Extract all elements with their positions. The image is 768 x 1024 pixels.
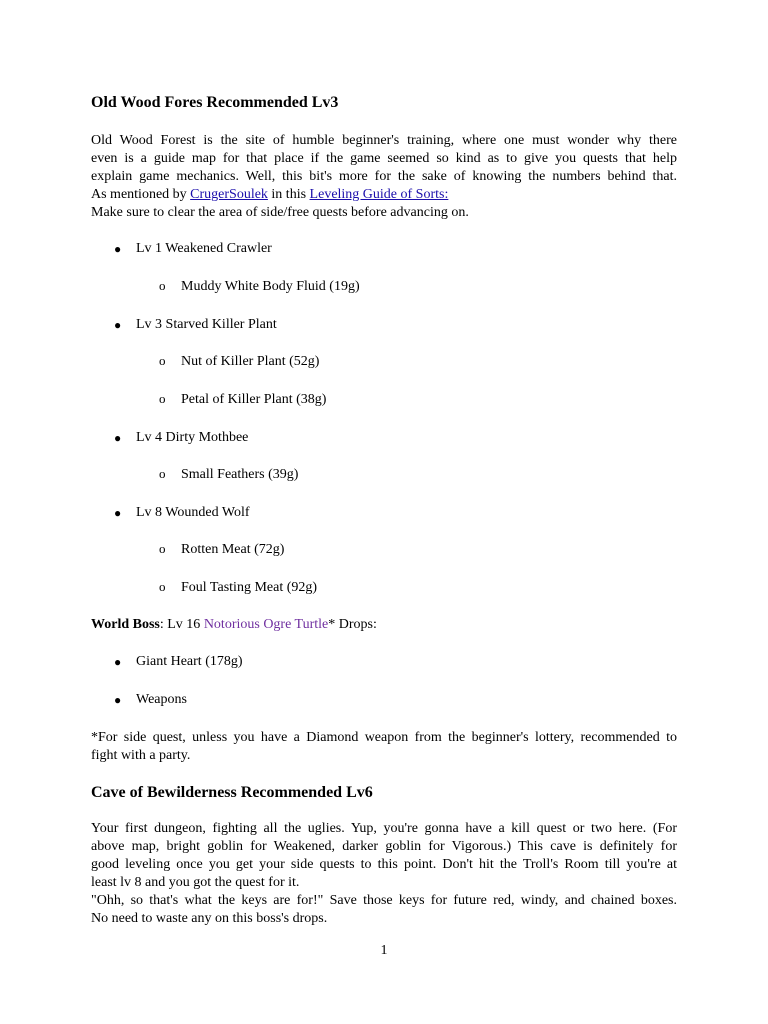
circle-bullet-icon: o xyxy=(159,391,166,406)
bullet-icon: ● xyxy=(114,431,122,445)
monster-name: Lv 4 Dirty Mothbee xyxy=(136,430,249,445)
keys-line: "Ohh, so that's what the keys are for!" Save those keys for future red, windy, and chained boxes. xyxy=(91,893,677,908)
boss-drop-item: Weapons xyxy=(136,692,187,707)
list-item xyxy=(114,429,249,447)
intro-line: Old Wood Forest is the site of humble beginner's training, where one must wonder why there xyxy=(91,133,677,148)
circle-bullet-icon: o xyxy=(159,466,166,481)
drop-item: Small Feathers (39g) xyxy=(181,467,299,482)
list-item xyxy=(114,240,272,258)
list-item xyxy=(114,653,243,671)
mention-prefix: As mentioned by xyxy=(91,187,191,202)
cave-line: above map, bright goblin for Weakened, darker goblin for Vigorous.) This cave is definitely for xyxy=(91,839,677,854)
bullet-icon: ● xyxy=(114,242,122,256)
keys-line: No need to waste any on this boss's drops. xyxy=(91,911,328,926)
world-boss-label: World Boss xyxy=(91,617,160,632)
cave-line: good leveling once you get your side quests to this point. Don't hit the Troll's Room till you're at xyxy=(91,857,677,872)
boss-name: Notorious Ogre Turtle xyxy=(203,617,329,632)
clear-area-line: Make sure to clear the area of side/free quests before advancing on. xyxy=(91,205,469,220)
boss-drops-label: * Drops: xyxy=(328,617,377,632)
list-item xyxy=(159,579,318,597)
bullet-icon: ● xyxy=(114,655,122,669)
circle-bullet-icon: o xyxy=(159,541,166,556)
circle-bullet-icon: o xyxy=(159,278,166,293)
monster-name: Lv 3 Starved Killer Plant xyxy=(136,317,277,332)
drop-item: Nut of Killer Plant (52g) xyxy=(181,354,320,369)
leveling-guide-link[interactable]: Leveling Guide of Sorts: xyxy=(309,187,449,202)
note-line: *For side quest, unless you have a Diamond weapon from the beginner's lottery, recommended to xyxy=(91,730,677,745)
section-heading-old-wood: Old Wood Fores Recommended Lv3 xyxy=(91,94,339,111)
world-boss-line xyxy=(91,616,677,634)
drop-item: Rotten Meat (72g) xyxy=(181,542,285,557)
bullet-icon: ● xyxy=(114,693,122,707)
cave-line: Your first dungeon, fighting all the uglies. Yup, you're gonna have a kill quest or two here. (For xyxy=(91,821,677,836)
mention-line xyxy=(91,186,677,204)
circle-bullet-icon: o xyxy=(159,353,166,368)
list-item xyxy=(159,466,299,484)
circle-bullet-icon: o xyxy=(159,579,166,594)
drop-item: Muddy White Body Fluid (19g) xyxy=(181,279,360,294)
bullet-icon: ● xyxy=(114,506,122,520)
mention-middle: in this xyxy=(267,187,310,202)
monster-name: Lv 1 Weakened Crawler xyxy=(136,241,272,256)
drop-item: Foul Tasting Meat (92g) xyxy=(181,580,318,595)
list-item xyxy=(159,391,327,409)
intro-line: explain game mechanics. Well, this bit's more for the sake of knowing the numbers behind that. xyxy=(91,169,677,184)
list-item xyxy=(159,541,285,559)
intro-paragraph xyxy=(91,132,677,222)
boss-drop-item: Giant Heart (178g) xyxy=(136,654,243,669)
list-item xyxy=(114,316,277,334)
list-item xyxy=(159,278,360,296)
cave-line: least lv 8 and you got the quest for it. xyxy=(91,875,300,890)
section-heading-cave: Cave of Bewilderness Recommended Lv6 xyxy=(91,784,373,801)
cave-paragraph xyxy=(91,820,677,928)
list-item xyxy=(114,691,187,709)
list-item xyxy=(114,504,250,522)
monster-name: Lv 8 Wounded Wolf xyxy=(136,505,250,520)
list-item xyxy=(159,353,320,371)
note-line: fight with a party. xyxy=(91,748,191,763)
side-quest-note xyxy=(91,729,677,765)
page-number: 1 xyxy=(380,943,388,958)
intro-line: even is a guide map for that place if the game seemed so kind as to give you quests that help xyxy=(91,151,677,166)
boss-level: : Lv 16 xyxy=(159,617,204,632)
crugersoulek-link[interactable]: CrugerSoulek xyxy=(190,187,268,202)
bullet-icon: ● xyxy=(114,318,122,332)
drop-item: Petal of Killer Plant (38g) xyxy=(181,392,327,407)
